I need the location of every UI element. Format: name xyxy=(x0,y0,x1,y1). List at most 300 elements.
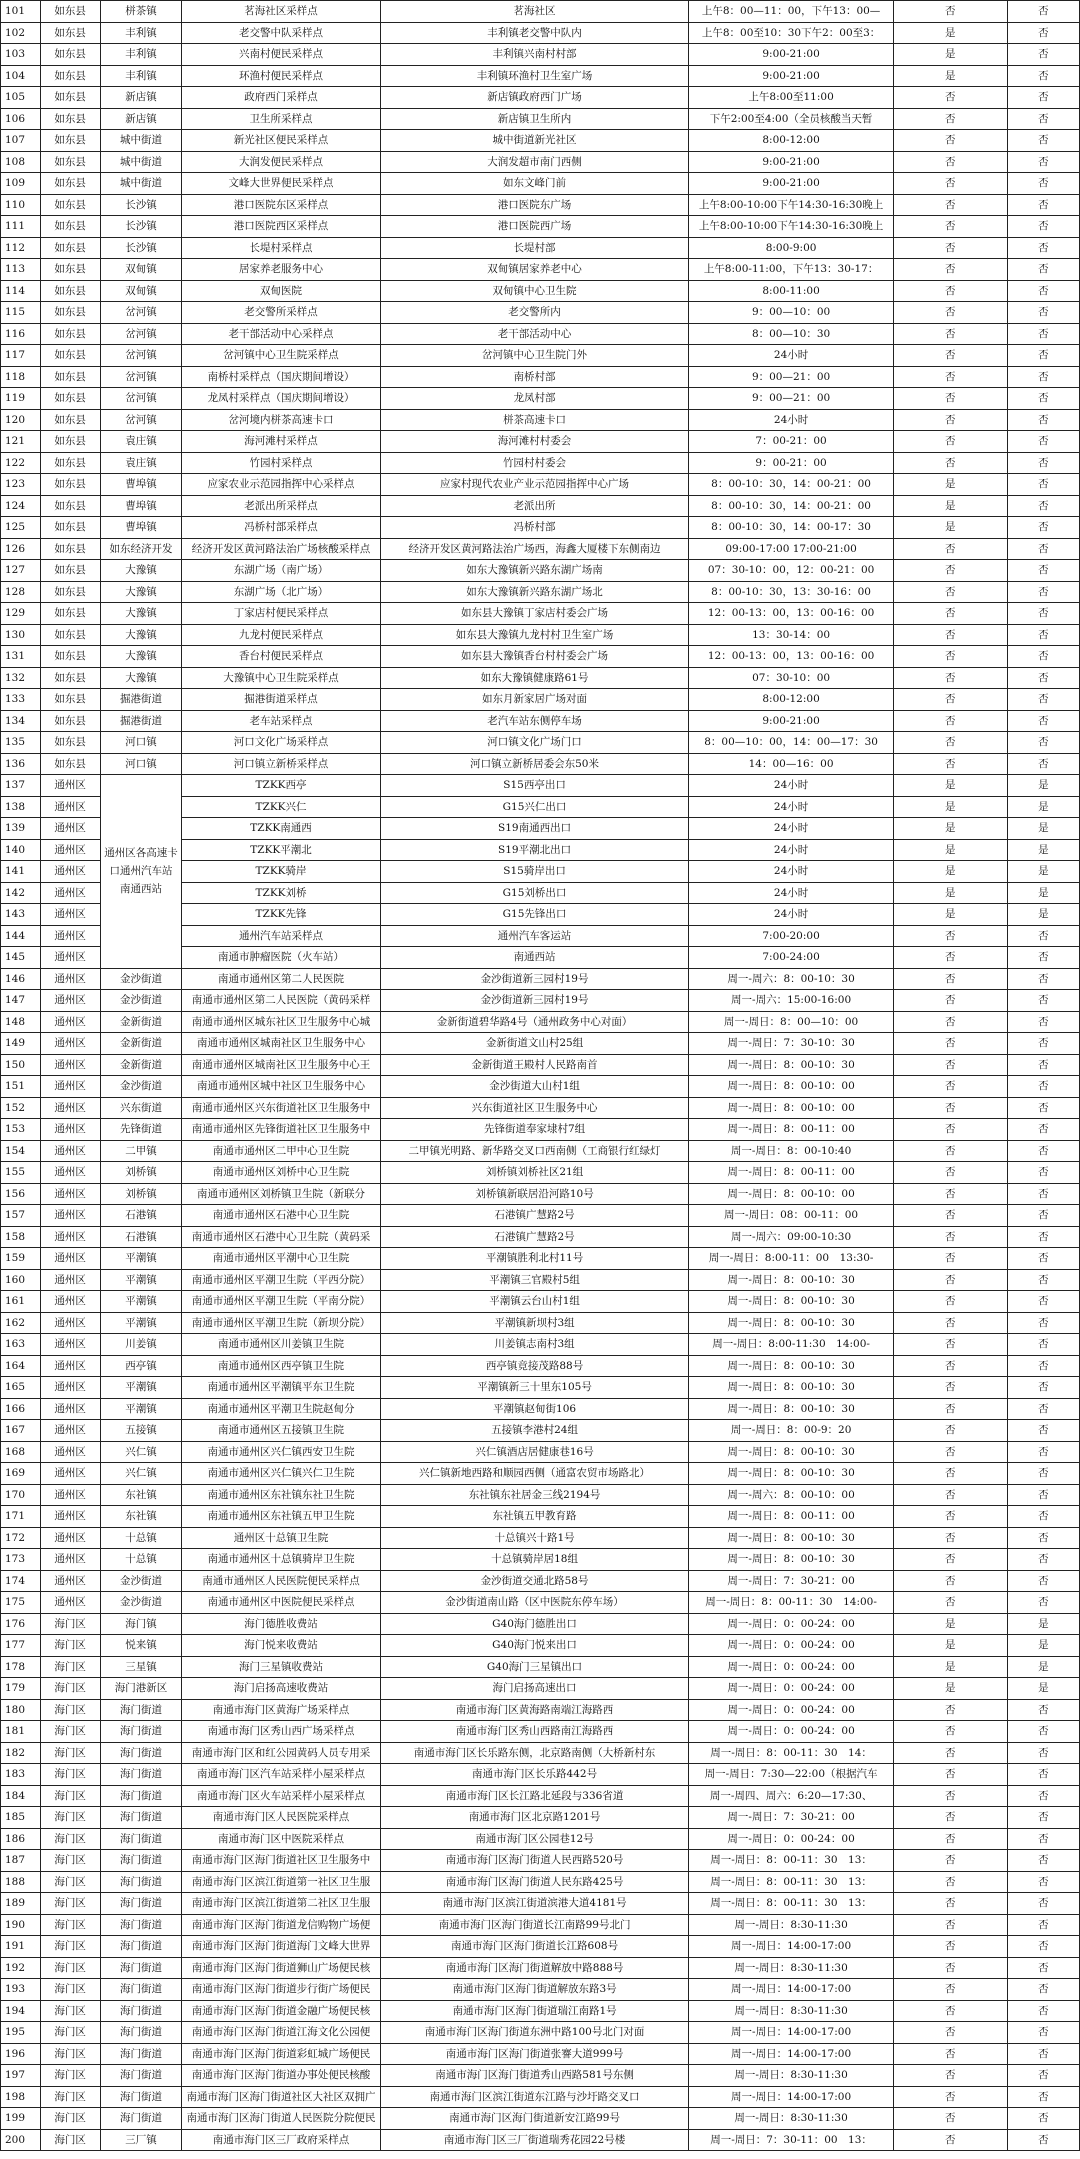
row-index-cell: 129 xyxy=(1,603,41,625)
open-24h-cell: 否 xyxy=(1007,753,1079,775)
site-name-cell: 文峰大世界便民采样点 xyxy=(182,173,380,195)
address-cell: 海河滩村村委会 xyxy=(380,431,689,453)
table-row xyxy=(1,1269,1080,1291)
town-cell: 大豫镇 xyxy=(100,560,182,582)
table-row xyxy=(1,409,1080,431)
row-index-cell: 142 xyxy=(1,882,41,904)
open-24h-cell: 是 xyxy=(1007,1678,1079,1700)
row-index-cell: 186 xyxy=(1,1828,41,1850)
district-cell: 通州区 xyxy=(40,1183,100,1205)
yellow-code-cell: 否 xyxy=(893,194,1007,216)
row-index-cell: 123 xyxy=(1,474,41,496)
service-hours-cell: 7：00-21：00 xyxy=(689,431,893,453)
row-index-cell: 162 xyxy=(1,1312,41,1334)
town-cell: 掘港街道 xyxy=(100,710,182,732)
yellow-code-cell: 否 xyxy=(893,1721,1007,1743)
service-hours-cell: 7:00-20:00 xyxy=(689,925,893,947)
table-row xyxy=(1,1054,1080,1076)
site-name-cell: 南通市通州区兴仁镇兴仁卫生院 xyxy=(182,1463,380,1485)
open-24h-cell: 否 xyxy=(1007,925,1079,947)
service-hours-cell: 周一-周日：8:30-11:30 xyxy=(689,2108,893,2130)
yellow-code-cell: 否 xyxy=(893,302,1007,324)
service-hours-cell: 周一-周六：8：00-10：00 xyxy=(689,1484,893,1506)
site-name-cell: 东湖广场（南广场） xyxy=(182,560,380,582)
table-row xyxy=(1,1226,1080,1248)
site-name-cell: 政府西门采样点 xyxy=(182,87,380,109)
yellow-code-cell: 否 xyxy=(893,1850,1007,1872)
yellow-code-cell: 否 xyxy=(893,1484,1007,1506)
site-name-cell: 竹园村采样点 xyxy=(182,452,380,474)
town-cell: 金新街道 xyxy=(100,1033,182,1055)
yellow-code-cell: 否 xyxy=(893,1506,1007,1528)
address-cell: 如东县大豫镇九龙村村卫生室广场 xyxy=(380,624,689,646)
town-cell: 刘桥镇 xyxy=(100,1183,182,1205)
town-cell: 海门街道 xyxy=(100,2108,182,2130)
address-cell: G40海门悦来出口 xyxy=(380,1635,689,1657)
yellow-code-cell: 是 xyxy=(893,882,1007,904)
town-cell: 大豫镇 xyxy=(100,646,182,668)
open-24h-cell: 否 xyxy=(1007,560,1079,582)
site-name-cell: 兴南村便民采样点 xyxy=(182,44,380,66)
row-index-cell: 197 xyxy=(1,2065,41,2087)
address-cell: 河口镇文化广场门口 xyxy=(380,732,689,754)
open-24h-cell: 否 xyxy=(1007,1828,1079,1850)
town-cell: 兴仁镇 xyxy=(100,1463,182,1485)
table-row xyxy=(1,1570,1080,1592)
yellow-code-cell: 否 xyxy=(893,323,1007,345)
open-24h-cell: 否 xyxy=(1007,2043,1079,2065)
site-name-cell: 南通市通州区东社镇五甲卫生院 xyxy=(182,1506,380,1528)
town-cell: 河口镇 xyxy=(100,753,182,775)
site-name-cell: 南通市通州区刘桥中心卫生院 xyxy=(182,1162,380,1184)
address-cell: S19平潮北出口 xyxy=(380,839,689,861)
row-index-cell: 110 xyxy=(1,194,41,216)
district-cell: 如东县 xyxy=(40,65,100,87)
service-hours-cell: 09:00-17:00 17:00-21:00 xyxy=(689,538,893,560)
service-hours-cell: 周一-周日：8：00-10：30 xyxy=(689,1377,893,1399)
district-cell: 通州区 xyxy=(40,1226,100,1248)
site-name-cell: 南通市海门区海门街道步行街广场便民 xyxy=(182,1979,380,2001)
yellow-code-cell: 是 xyxy=(893,839,1007,861)
table-row xyxy=(1,87,1080,109)
district-cell: 如东县 xyxy=(40,409,100,431)
town-cell: 海门街道 xyxy=(100,1699,182,1721)
address-cell: 老交警所内 xyxy=(380,302,689,324)
table-row xyxy=(1,1699,1080,1721)
table-row xyxy=(1,1011,1080,1033)
address-cell: S15骑岸出口 xyxy=(380,861,689,883)
open-24h-cell: 否 xyxy=(1007,65,1079,87)
address-cell: 平潮镇赵甸街106 xyxy=(380,1398,689,1420)
table-row xyxy=(1,1355,1080,1377)
yellow-code-cell: 否 xyxy=(893,388,1007,410)
row-index-cell: 182 xyxy=(1,1742,41,1764)
site-name-cell: 掘港街道采样点 xyxy=(182,689,380,711)
open-24h-cell: 否 xyxy=(1007,1914,1079,1936)
yellow-code-cell: 否 xyxy=(893,1957,1007,1979)
address-cell: 平潮镇三官殿村5组 xyxy=(380,1269,689,1291)
yellow-code-cell: 否 xyxy=(893,1893,1007,1915)
district-cell: 如东县 xyxy=(40,560,100,582)
open-24h-cell: 否 xyxy=(1007,1334,1079,1356)
service-hours-cell: 周一-周日：8:00-11:30 14:00- xyxy=(689,1334,893,1356)
table-row xyxy=(1,173,1080,195)
merged-town-cell: 通州区各高速卡口通州汽车站 南通西站 xyxy=(100,775,182,969)
town-cell: 海门港新区 xyxy=(100,1678,182,1700)
table-row xyxy=(1,431,1080,453)
yellow-code-cell: 否 xyxy=(893,1914,1007,1936)
district-cell: 如东县 xyxy=(40,667,100,689)
service-hours-cell: 8：00-10：30，14：00-17：30 xyxy=(689,517,893,539)
open-24h-cell: 否 xyxy=(1007,1699,1079,1721)
town-cell: 金沙街道 xyxy=(100,1570,182,1592)
address-cell: 双甸镇中心卫生院 xyxy=(380,280,689,302)
town-cell: 二甲镇 xyxy=(100,1140,182,1162)
row-index-cell: 163 xyxy=(1,1334,41,1356)
site-name-cell: 南通市海门区海门街道海门文峰大世界 xyxy=(182,1936,380,1958)
yellow-code-cell: 否 xyxy=(893,1011,1007,1033)
row-index-cell: 103 xyxy=(1,44,41,66)
address-cell: 南通市海门区海门街道张謇大道999号 xyxy=(380,2043,689,2065)
open-24h-cell: 否 xyxy=(1007,474,1079,496)
open-24h-cell: 否 xyxy=(1007,990,1079,1012)
site-name-cell: 南通市通州区人民医院便民采样点 xyxy=(182,1570,380,1592)
row-index-cell: 109 xyxy=(1,173,41,195)
row-index-cell: 195 xyxy=(1,2022,41,2044)
service-hours-cell: 上午8:00至11:00 xyxy=(689,87,893,109)
town-cell: 曹埠镇 xyxy=(100,495,182,517)
district-cell: 如东县 xyxy=(40,151,100,173)
open-24h-cell: 否 xyxy=(1007,1355,1079,1377)
row-index-cell: 158 xyxy=(1,1226,41,1248)
row-index-cell: 188 xyxy=(1,1871,41,1893)
table-row xyxy=(1,710,1080,732)
row-index-cell: 175 xyxy=(1,1592,41,1614)
address-cell: 金新街道碧华路4号（通州政务中心对面） xyxy=(380,1011,689,1033)
yellow-code-cell: 否 xyxy=(893,538,1007,560)
row-index-cell: 170 xyxy=(1,1484,41,1506)
site-name-cell: 老交警中队采样点 xyxy=(182,22,380,44)
service-hours-cell: 8：00-10：30，13：30-16：00 xyxy=(689,581,893,603)
site-name-cell: 河口文化广场采样点 xyxy=(182,732,380,754)
row-index-cell: 157 xyxy=(1,1205,41,1227)
district-cell: 如东县 xyxy=(40,87,100,109)
address-cell: 丰利镇兴南村村部 xyxy=(380,44,689,66)
site-name-cell: 南通市海门区海门街道狮山广场便民核 xyxy=(182,1957,380,1979)
site-name-cell: 南通市海门区汽车站采样小屋采样点 xyxy=(182,1764,380,1786)
yellow-code-cell: 否 xyxy=(893,1162,1007,1184)
yellow-code-cell: 是 xyxy=(893,22,1007,44)
address-cell: 如东县大豫镇丁家店村委会广场 xyxy=(380,603,689,625)
row-index-cell: 102 xyxy=(1,22,41,44)
yellow-code-cell: 否 xyxy=(893,1076,1007,1098)
service-hours-cell: 周一-周日：8：00-11：30 14： xyxy=(689,1742,893,1764)
table-row xyxy=(1,280,1080,302)
service-hours-cell: 24小时 xyxy=(689,409,893,431)
district-cell: 通州区 xyxy=(40,1119,100,1141)
service-hours-cell: 周一-周日：7：30-10：30 xyxy=(689,1033,893,1055)
address-cell: 龙凤村部 xyxy=(380,388,689,410)
site-name-cell: 南通市通州区第二人民医院（黄码采样 xyxy=(182,990,380,1012)
row-index-cell: 164 xyxy=(1,1355,41,1377)
yellow-code-cell: 否 xyxy=(893,409,1007,431)
table-row xyxy=(1,1162,1080,1184)
service-hours-cell: 8：00—10：30 xyxy=(689,323,893,345)
open-24h-cell: 否 xyxy=(1007,1592,1079,1614)
district-cell: 海门区 xyxy=(40,1613,100,1635)
table-row xyxy=(1,1936,1080,1958)
district-cell: 海门区 xyxy=(40,1785,100,1807)
row-index-cell: 159 xyxy=(1,1248,41,1270)
service-hours-cell: 24小时 xyxy=(689,796,893,818)
district-cell: 通州区 xyxy=(40,1592,100,1614)
row-index-cell: 146 xyxy=(1,968,41,990)
town-cell: 金沙街道 xyxy=(100,1592,182,1614)
town-cell: 双甸镇 xyxy=(100,259,182,281)
service-hours-cell: 周一-周日：8:30-11:30 xyxy=(689,2065,893,2087)
site-name-cell: 南通市海门区火车站采样小屋采样点 xyxy=(182,1785,380,1807)
row-index-cell: 124 xyxy=(1,495,41,517)
address-cell: 金沙街道南山路（区中医院东停车场） xyxy=(380,1592,689,1614)
service-hours-cell: 周一-周日：8：00-11：30 13： xyxy=(689,1893,893,1915)
row-index-cell: 165 xyxy=(1,1377,41,1399)
service-hours-cell: 上午8:00-10:00下午14:30-16:30晚上 xyxy=(689,194,893,216)
address-cell: 南通市海门区海门街道秀山西路581号东侧 xyxy=(380,2065,689,2087)
row-index-cell: 130 xyxy=(1,624,41,646)
town-cell: 长沙镇 xyxy=(100,194,182,216)
yellow-code-cell: 否 xyxy=(893,1377,1007,1399)
open-24h-cell: 否 xyxy=(1007,710,1079,732)
site-name-cell: 南通市通州区城东社区卫生服务中心城 xyxy=(182,1011,380,1033)
service-hours-cell: 周一-周日：8:30-11:30 xyxy=(689,1957,893,1979)
service-hours-cell: 周一-周日：8：00-10：30 xyxy=(689,1398,893,1420)
site-name-cell: TZKK先锋 xyxy=(182,904,380,926)
town-cell: 栟茶镇 xyxy=(100,1,182,23)
service-hours-cell: 周一-周日：8：00-10：30 xyxy=(689,1527,893,1549)
row-index-cell: 148 xyxy=(1,1011,41,1033)
address-cell: 如东文峰门前 xyxy=(380,173,689,195)
address-cell: 金沙街道新三园村19号 xyxy=(380,990,689,1012)
row-index-cell: 143 xyxy=(1,904,41,926)
row-index-cell: 196 xyxy=(1,2043,41,2065)
row-index-cell: 120 xyxy=(1,409,41,431)
row-index-cell: 153 xyxy=(1,1119,41,1141)
address-cell: 东社镇五甲教育路 xyxy=(380,1506,689,1528)
site-name-cell: 南通市通州区平潮卫生院（新坝分院） xyxy=(182,1312,380,1334)
open-24h-cell: 否 xyxy=(1007,345,1079,367)
town-cell: 长沙镇 xyxy=(100,237,182,259)
address-cell: 南通市海门区海门街道新安江路99号 xyxy=(380,2108,689,2130)
district-cell: 如东县 xyxy=(40,366,100,388)
town-cell: 海门街道 xyxy=(100,1979,182,2001)
open-24h-cell: 否 xyxy=(1007,1097,1079,1119)
row-index-cell: 150 xyxy=(1,1054,41,1076)
site-name-cell: 港口医院西区采样点 xyxy=(182,216,380,238)
site-name-cell: 老派出所采样点 xyxy=(182,495,380,517)
district-cell: 通州区 xyxy=(40,1355,100,1377)
open-24h-cell: 否 xyxy=(1007,947,1079,969)
district-cell: 通州区 xyxy=(40,1484,100,1506)
row-index-cell: 135 xyxy=(1,732,41,754)
service-hours-cell: 周一-周六：8：00-10：30 xyxy=(689,968,893,990)
site-name-cell: 香台村便民采样点 xyxy=(182,646,380,668)
address-cell: 竹园村村委会 xyxy=(380,452,689,474)
service-hours-cell: 周一-周四、周六：6:20—17:30、 xyxy=(689,1785,893,1807)
district-cell: 海门区 xyxy=(40,1914,100,1936)
service-hours-cell: 周一-周日：0：00-24：00 xyxy=(689,1699,893,1721)
service-hours-cell: 周一-周日：0：00-24：00 xyxy=(689,1635,893,1657)
site-name-cell: 九龙村便民采样点 xyxy=(182,624,380,646)
open-24h-cell: 否 xyxy=(1007,1312,1079,1334)
address-cell: 先锋街道奉家埭村7组 xyxy=(380,1119,689,1141)
table-row xyxy=(1,2022,1080,2044)
service-hours-cell: 12：00-13：00，13：00-16：00 xyxy=(689,646,893,668)
site-name-cell: 南通市通州区石港中心卫生院（黄码采 xyxy=(182,1226,380,1248)
yellow-code-cell: 否 xyxy=(893,452,1007,474)
yellow-code-cell: 否 xyxy=(893,431,1007,453)
address-cell: 丰利镇环渔村卫生室广场 xyxy=(380,65,689,87)
table-row xyxy=(1,1979,1080,2001)
address-cell: 老派出所 xyxy=(380,495,689,517)
table-row xyxy=(1,388,1080,410)
district-cell: 如东县 xyxy=(40,753,100,775)
row-index-cell: 173 xyxy=(1,1549,41,1571)
open-24h-cell: 否 xyxy=(1007,1162,1079,1184)
town-cell: 袁庄镇 xyxy=(100,431,182,453)
town-cell: 双甸镇 xyxy=(100,280,182,302)
row-index-cell: 190 xyxy=(1,1914,41,1936)
row-index-cell: 122 xyxy=(1,452,41,474)
open-24h-cell: 否 xyxy=(1007,280,1079,302)
yellow-code-cell: 否 xyxy=(893,366,1007,388)
town-cell: 海门街道 xyxy=(100,1850,182,1872)
town-cell: 三星镇 xyxy=(100,1656,182,1678)
town-cell: 金新街道 xyxy=(100,1011,182,1033)
address-cell: 河口镇立新桥居委会东50米 xyxy=(380,753,689,775)
open-24h-cell: 否 xyxy=(1007,237,1079,259)
town-cell: 金沙街道 xyxy=(100,968,182,990)
district-cell: 海门区 xyxy=(40,1678,100,1700)
row-index-cell: 185 xyxy=(1,1807,41,1829)
row-index-cell: 133 xyxy=(1,689,41,711)
service-hours-cell: 周一-周日：8:30-11:30 xyxy=(689,2000,893,2022)
service-hours-cell: 24小时 xyxy=(689,839,893,861)
town-cell: 川姜镇 xyxy=(100,1334,182,1356)
row-index-cell: 184 xyxy=(1,1785,41,1807)
service-hours-cell: 9：00—21：00 xyxy=(689,388,893,410)
town-cell: 金沙街道 xyxy=(100,990,182,1012)
table-row xyxy=(1,1871,1080,1893)
yellow-code-cell: 否 xyxy=(893,1269,1007,1291)
district-cell: 如东县 xyxy=(40,173,100,195)
yellow-code-cell: 否 xyxy=(893,2043,1007,2065)
district-cell: 如东县 xyxy=(40,302,100,324)
open-24h-cell: 否 xyxy=(1007,1420,1079,1442)
yellow-code-cell: 否 xyxy=(893,624,1007,646)
table-row xyxy=(1,1914,1080,1936)
town-cell: 曹埠镇 xyxy=(100,517,182,539)
site-name-cell: 南通市通州区兴仁镇西安卫生院 xyxy=(182,1441,380,1463)
district-cell: 如东县 xyxy=(40,431,100,453)
service-hours-cell: 周一-周日：8：00-10：30 xyxy=(689,1312,893,1334)
open-24h-cell: 否 xyxy=(1007,2000,1079,2022)
address-cell: 金新街道文山村25组 xyxy=(380,1033,689,1055)
site-name-cell: 南通市通州区西亭镇卫生院 xyxy=(182,1355,380,1377)
table-row xyxy=(1,1678,1080,1700)
yellow-code-cell: 否 xyxy=(893,1291,1007,1313)
district-cell: 海门区 xyxy=(40,2108,100,2130)
open-24h-cell: 否 xyxy=(1007,603,1079,625)
yellow-code-cell: 是 xyxy=(893,861,1007,883)
yellow-code-cell: 否 xyxy=(893,581,1007,603)
address-cell: 老汽车站东侧停车场 xyxy=(380,710,689,732)
table-row xyxy=(1,2086,1080,2108)
row-index-cell: 166 xyxy=(1,1398,41,1420)
yellow-code-cell: 否 xyxy=(893,1398,1007,1420)
row-index-cell: 156 xyxy=(1,1183,41,1205)
row-index-cell: 198 xyxy=(1,2086,41,2108)
service-hours-cell: 周一-周日：14:00-17:00 xyxy=(689,1936,893,1958)
row-index-cell: 127 xyxy=(1,560,41,582)
district-cell: 如东县 xyxy=(40,732,100,754)
table-row xyxy=(1,1334,1080,1356)
open-24h-cell: 否 xyxy=(1007,87,1079,109)
town-cell: 丰利镇 xyxy=(100,44,182,66)
table-row xyxy=(1,2043,1080,2065)
table-row xyxy=(1,560,1080,582)
district-cell: 海门区 xyxy=(40,1742,100,1764)
yellow-code-cell: 否 xyxy=(893,1570,1007,1592)
district-cell: 通州区 xyxy=(40,1377,100,1399)
service-hours-cell: 周一-周日：8：00-10：30 xyxy=(689,1463,893,1485)
table-row xyxy=(1,1312,1080,1334)
site-name-cell: TZKK南通西 xyxy=(182,818,380,840)
row-index-cell: 105 xyxy=(1,87,41,109)
address-cell: 经济开发区黄河路法治广场西，海鑫大厦楼下东侧南边 xyxy=(380,538,689,560)
open-24h-cell: 否 xyxy=(1007,2065,1079,2087)
yellow-code-cell: 否 xyxy=(893,689,1007,711)
service-hours-cell: 周一-周日：8：00-10：00 xyxy=(689,1076,893,1098)
table-row xyxy=(1,775,1080,797)
row-index-cell: 108 xyxy=(1,151,41,173)
district-cell: 海门区 xyxy=(40,2129,100,2151)
row-index-cell: 191 xyxy=(1,1936,41,1958)
district-cell: 通州区 xyxy=(40,1162,100,1184)
open-24h-cell: 否 xyxy=(1007,1119,1079,1141)
service-hours-cell: 8：00-10：30，14：00-21：00 xyxy=(689,474,893,496)
address-cell: 南通市海门区长乐路东侧，北京路南侧（大桥新村东 xyxy=(380,1742,689,1764)
town-cell: 海门镇 xyxy=(100,1613,182,1635)
address-cell: 十总镇骑岸居18组 xyxy=(380,1549,689,1571)
town-cell: 海门街道 xyxy=(100,1914,182,1936)
service-hours-cell: 周一-周日：0：00-24：00 xyxy=(689,1721,893,1743)
site-name-cell: 长堤村采样点 xyxy=(182,237,380,259)
address-cell: 港口医院西广场 xyxy=(380,216,689,238)
yellow-code-cell: 否 xyxy=(893,1979,1007,2001)
yellow-code-cell: 否 xyxy=(893,1054,1007,1076)
service-hours-cell: 7:00-24:00 xyxy=(689,947,893,969)
row-index-cell: 174 xyxy=(1,1570,41,1592)
yellow-code-cell: 否 xyxy=(893,1033,1007,1055)
address-cell: 南通市海门区公园巷12号 xyxy=(380,1828,689,1850)
yellow-code-cell: 否 xyxy=(893,1592,1007,1614)
open-24h-cell: 否 xyxy=(1007,323,1079,345)
open-24h-cell: 否 xyxy=(1007,538,1079,560)
yellow-code-cell: 否 xyxy=(893,345,1007,367)
site-name-cell: 南通市通州区石港中心卫生院 xyxy=(182,1205,380,1227)
table-row xyxy=(1,1527,1080,1549)
town-cell: 平潮镇 xyxy=(100,1398,182,1420)
